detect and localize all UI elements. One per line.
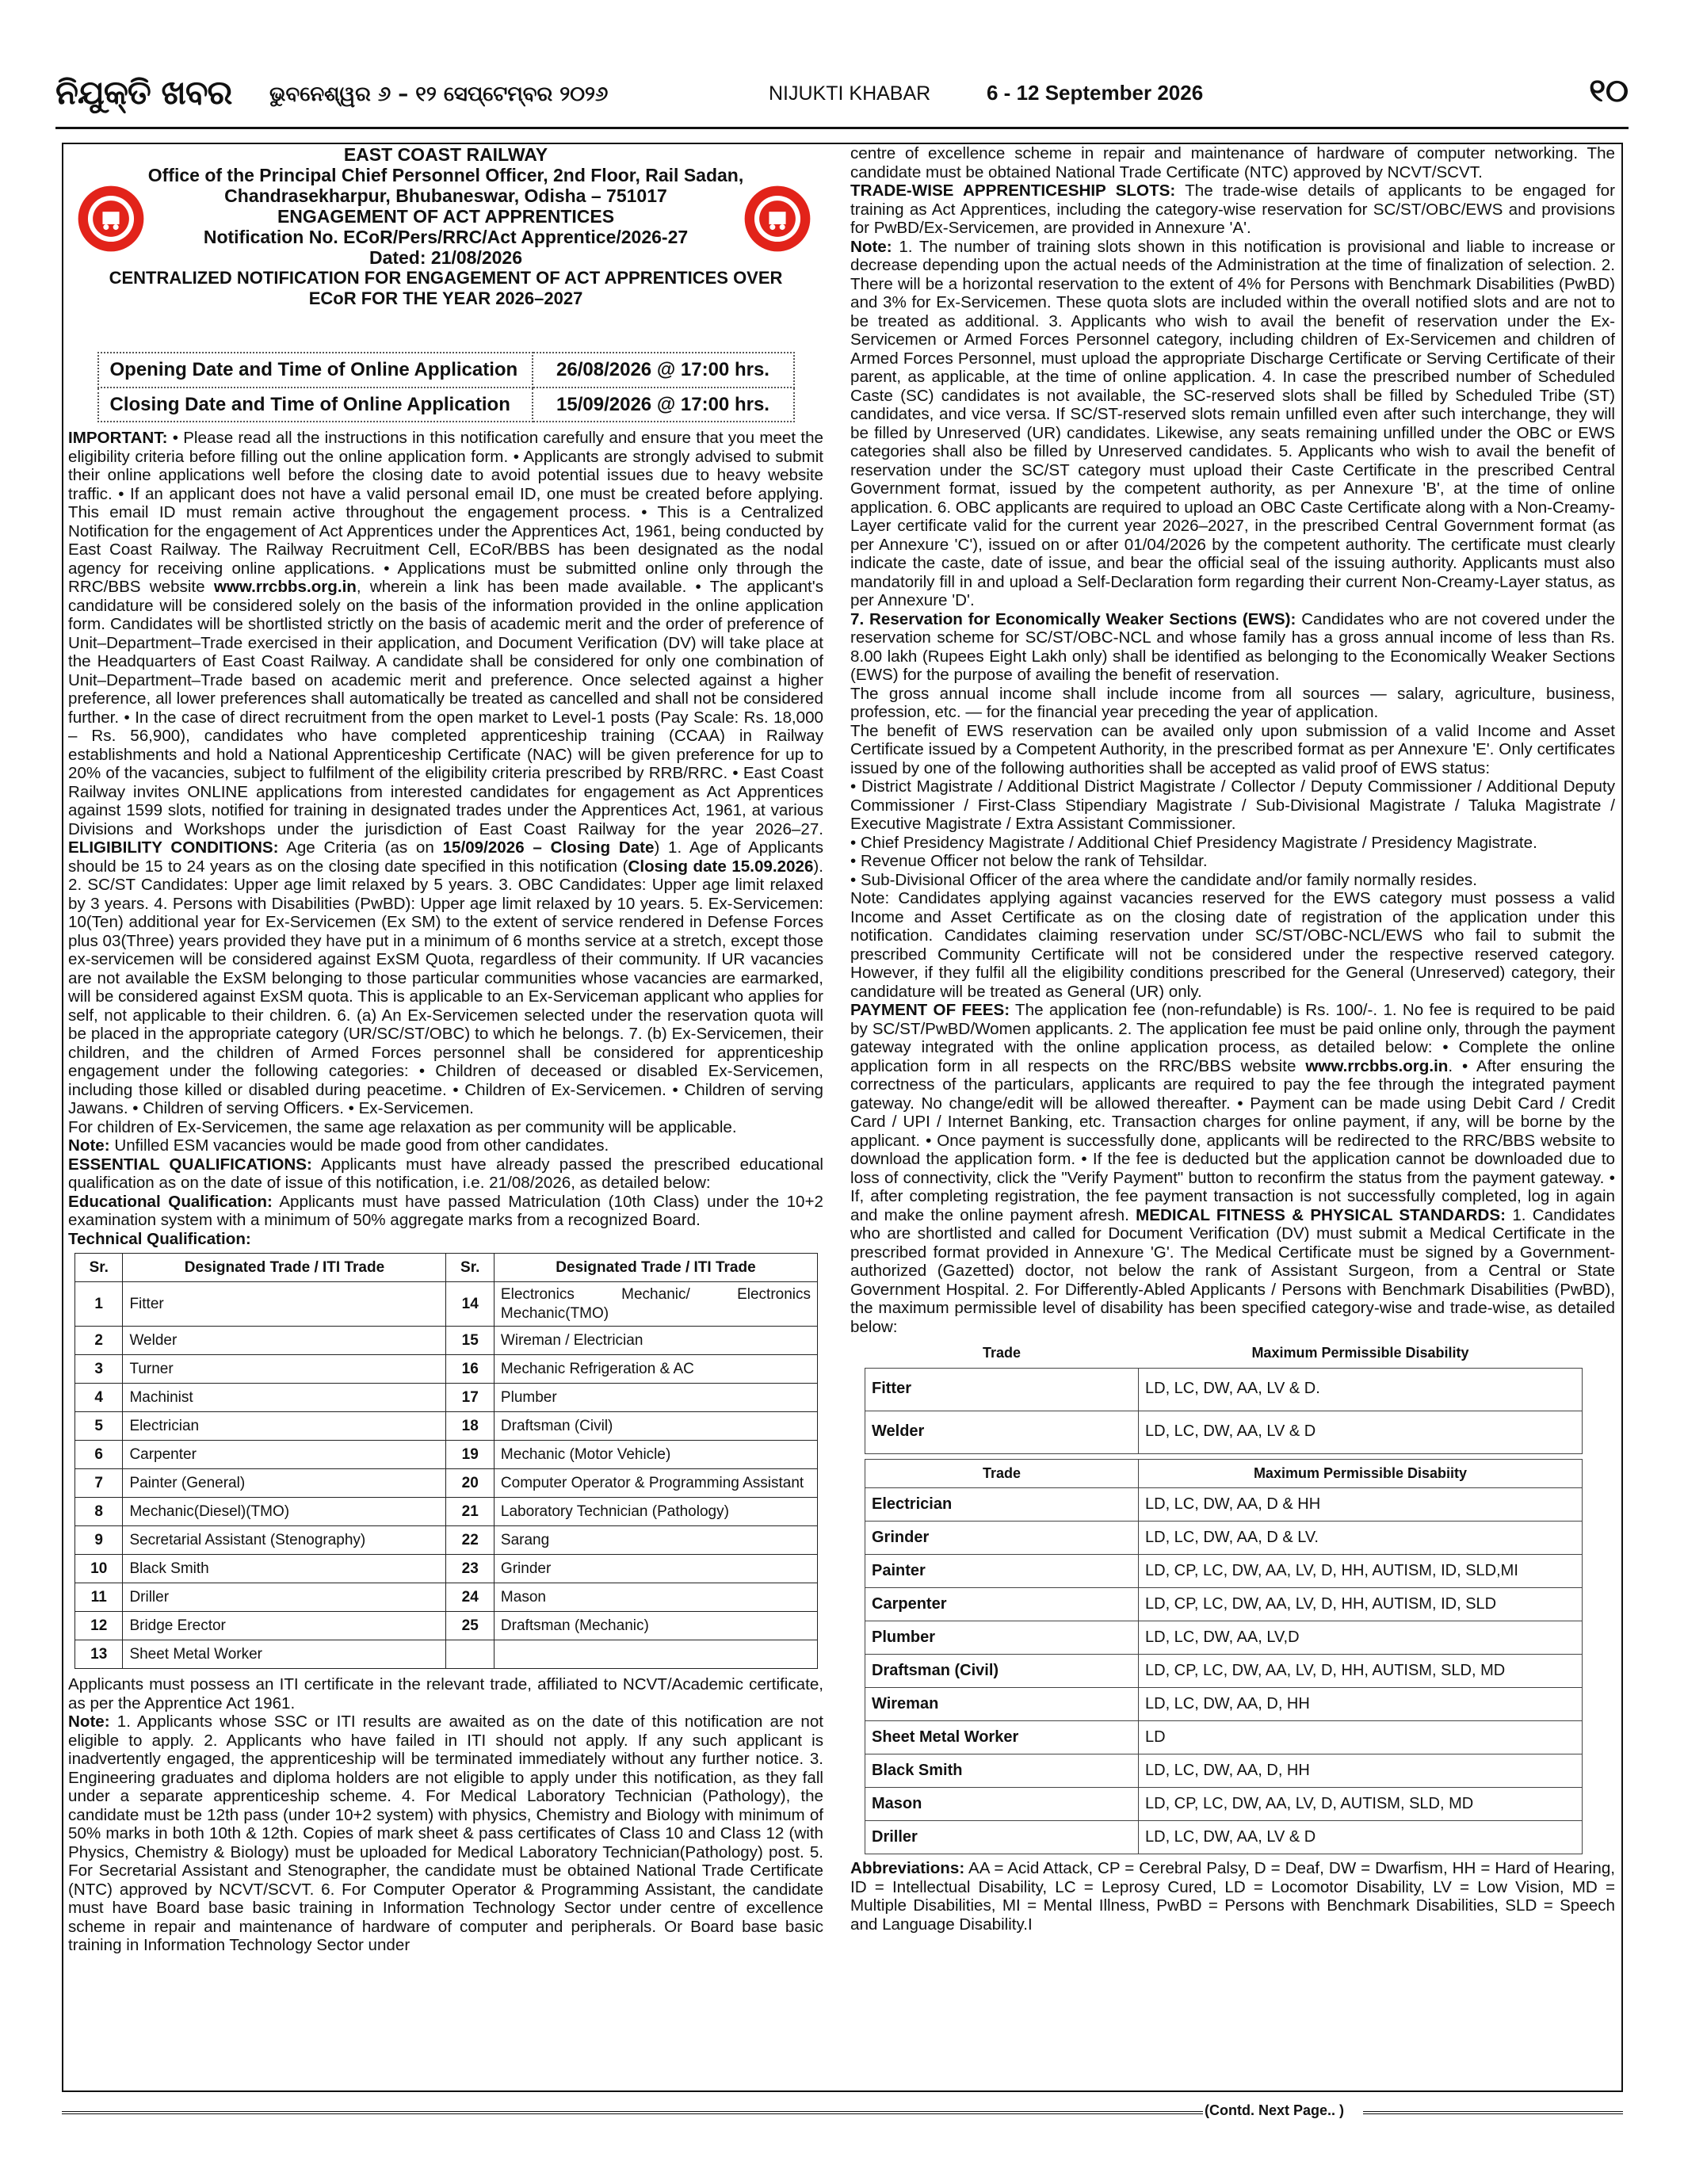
eligibility-closing: Closing date 15.09.2026	[628, 857, 814, 876]
trade-cell: Fitter	[865, 1368, 1139, 1411]
trade-cell: Turner	[123, 1355, 446, 1384]
table-row	[865, 1555, 1583, 1588]
serial-cell: 5	[75, 1412, 123, 1441]
table-row	[865, 1721, 1583, 1754]
serial-cell: 13	[75, 1640, 123, 1669]
trade-cell: Driller	[123, 1583, 446, 1612]
essential-qualifications	[68, 1155, 823, 1193]
important-paragraph	[68, 429, 823, 1118]
trade-cell: Electronics Mechanic/ Electronics Mechanic(TMO)	[494, 1282, 817, 1327]
essential-text: Applicants must have already passed the prescribed educational qualification as on the date of issue of this notification, i.e. 21/08/2026, as detailed below:	[68, 1155, 823, 1192]
trade-cell: Secretarial Assistant (Stenography)	[123, 1526, 446, 1555]
footer-rule	[62, 2111, 1203, 2114]
abbreviations-text: AA = Acid Attack, CP = Cerebral Palsy, D = Deaf, DW = Dwarfism, HH = Hard of Hearing, ID = Intellectual Disability, LC = Leprosy Cured, LD = Locomotor Disability, LV = Low Vision, MD = Multiple Disabilities, MI = Mental Illness, PwBD = Persons with Benchmark Disabilities, SLD = Speech and Language Disability.I	[850, 1859, 1615, 1934]
trade-cell: Grinder	[494, 1555, 817, 1583]
table-row	[865, 1411, 1583, 1453]
column-header-trade: Trade	[865, 1339, 1139, 1368]
trade-cell: Wireman / Electrician	[494, 1327, 817, 1355]
table-row	[865, 1368, 1583, 1411]
table-row	[75, 1612, 818, 1640]
trade-cell: Mason	[494, 1583, 817, 1612]
column-header-trade: Designated Trade / ITI Trade	[494, 1254, 817, 1282]
serial-cell: 3	[75, 1355, 123, 1384]
office-address: Chandrasekharpur, Bhubaneswar, Odisha – 751017	[224, 185, 667, 206]
medical-heading: MEDICAL FITNESS & PHYSICAL STANDARDS:	[1136, 1205, 1506, 1224]
table-row	[75, 1355, 818, 1384]
trade-cell: Electrician	[123, 1412, 446, 1441]
trade-cell: Wireman	[865, 1688, 1139, 1721]
trade-cell: Draftsman (Mechanic)	[494, 1612, 817, 1640]
table-row	[98, 353, 794, 388]
eligibility-age: Age Criteria (as on	[278, 838, 443, 857]
footer-rule	[1363, 2111, 1623, 2114]
technical-heading: Technical Qualification:	[68, 1229, 251, 1248]
table-header-row	[75, 1254, 818, 1282]
eligibility-age-date: 15/09/2026 – Closing Date	[442, 838, 655, 857]
trade-cell: Grinder	[865, 1522, 1139, 1555]
table-row	[865, 1522, 1583, 1555]
table-header-row	[865, 1339, 1583, 1368]
serial-cell: 6	[75, 1441, 123, 1469]
serial-cell: 12	[75, 1612, 123, 1640]
serial-cell: 18	[446, 1412, 494, 1441]
disability-cell: LD, LC, DW, AA, LV & D	[1139, 1411, 1583, 1453]
serial-cell: 8	[75, 1498, 123, 1526]
eligibility-heading: ELIGIBILITY CONDITIONS:	[68, 838, 279, 857]
fees-paragraph	[850, 1001, 1615, 1336]
educational-qualification	[68, 1193, 823, 1230]
disability-cell: LD, LC, DW, AA, D, HH	[1139, 1688, 1583, 1721]
note-heading: Note:	[68, 1136, 110, 1155]
table-header-row	[865, 1459, 1583, 1488]
english-date: 6 - 12 September 2026	[987, 81, 1204, 105]
important-text-2: , wherein a link has been made available. • The applicant's candidature will be considered solely on the basis of the information provided in the online application form. Candidates will be shortlisted strictly on the basis of academic merit and the order of preference of Unit–Department–Trade exercised in their application, and Document Verification (DV) will take place at the Headquarters of East Coast Railway. A candidate shall be considered for only one combination of Unit–Department–Trade based on academic merit and preference. Once selected against a higher preference, all lower preferences shall automatically be treated as cancelled and shall not be considered further. • In the case of direct recruitment from the open market to Level-1 posts (Pay Scale: Rs. 18,000 – Rs. 56,900), candidates who have completed apprenticeship training (CCAA) in Railway establishments and hold a National Apprenticeship Certificate (NAC) will be given preference for up to 20% of the vacancies, subject to fulfilment of the eligibility criteria prescribed by RRB/RRC. • East Coast Railway invites ONLINE applications from interested candidates for engagement as Act Apprentices against 1599 slots, notified for training in designated trades under the Apprentices Act, 1961, at various Divisions and Workshops under the jurisdiction of East Coast Railway for the year 2026–27.	[68, 578, 823, 838]
notice-title-block	[68, 144, 823, 344]
table-row	[75, 1282, 818, 1327]
website-link[interactable]: www.rrcbbs.org.in	[213, 578, 357, 596]
trade-cell: Welder	[123, 1327, 446, 1355]
serial-cell: 7	[75, 1469, 123, 1498]
trade-cell: Welder	[865, 1411, 1139, 1453]
column-header-sr: Sr.	[75, 1254, 123, 1282]
left-column	[68, 144, 823, 1955]
list-item: • Sub-Divisional Officer of the area where the candidate and/or family normally resides.	[850, 870, 1477, 889]
continued-text: centre of excellence scheme in repair and maintenance of hardware of computer networking. The candidate must be obtained National Trade Certificate (NTC) approved by NCVT/SCVT.	[850, 144, 1615, 181]
serial-cell: 9	[75, 1526, 123, 1555]
trade-cell: Carpenter	[865, 1588, 1139, 1621]
table-row	[865, 1688, 1583, 1721]
serial-cell: 1	[75, 1282, 123, 1327]
serial-cell: 22	[446, 1526, 494, 1555]
odia-date: ଭୁବନେଶ୍ୱର ୬ – ୧୨ ସେପ୍ଟେମ୍ବର ୨୦୨୬	[269, 82, 609, 106]
serial-cell: 16	[446, 1355, 494, 1384]
trade-cell: Machinist	[123, 1384, 446, 1412]
disability-cell: LD, LC, DW, AA, LV & D.	[1139, 1368, 1583, 1411]
engagement-title: ENGAGEMENT OF ACT APPRENTICES	[277, 206, 615, 227]
table-row	[98, 388, 794, 422]
serial-cell: 25	[446, 1612, 494, 1640]
table-row	[75, 1555, 818, 1583]
list-item: • District Magistrate / Additional District Magistrate / Collector / Deputy Commissioner / Additional Deputy Commissioner / First-Class Stipendiary Magistrate / Sub-Divisional Magistrate / Taluka Magistrate / Executive Magistrate / Extra Assistant Commissioner.	[850, 777, 1615, 833]
opening-date-label: Opening Date and Time of Online Application	[98, 353, 533, 388]
trade-cell: Mechanic Refrigeration & AC	[494, 1355, 817, 1384]
centralized-title-1: CENTRALIZED NOTIFICATION FOR ENGAGEMENT OF ACT APPRENTICES OVER	[109, 268, 783, 288]
disability-cell: LD, LC, DW, AA, D, HH	[1139, 1754, 1583, 1788]
table-row	[865, 1788, 1583, 1821]
column-header-max: Maximum Permissible Disabiity	[1139, 1459, 1583, 1488]
ews-note: Note: Candidates applying against vacancies reserved for the EWS category must possess a valid Income and Asset Certificate as on the closing date of registration of the application under this notification. Candidates claiming reservation under SC/ST/OBC-NCL/EWS who fail to submit the prescribed Community Certificate will not be considered under the respective reserved category. However, if they fulfil all the eligibility conditions prescribed for the General (Unreserved) category, their candidature will be treated as General (UR) only.	[850, 889, 1615, 1001]
children-relaxation: For children of Ex-Servicemen, the same age relaxation as per community will be applicable.	[68, 1117, 737, 1136]
serial-cell: 19	[446, 1441, 494, 1469]
list-item: • Revenue Officer not below the rank of Tehsildar.	[850, 852, 1208, 870]
abbreviations	[850, 1859, 1615, 1934]
notification-date: Dated: 21/08/2026	[368, 247, 523, 268]
trade-cell: Carpenter	[123, 1441, 446, 1469]
trade-cell: Draftsman (Civil)	[865, 1655, 1139, 1688]
trade-cell: Sarang	[494, 1526, 817, 1555]
esm-note	[68, 1136, 823, 1155]
disability-cell: LD, LC, DW, AA, LV,D	[1139, 1621, 1583, 1655]
educational-heading: Educational Qualification:	[68, 1192, 273, 1211]
ews-heading: 7. Reservation for Economically Weaker Sections (EWS):	[850, 609, 1296, 628]
page-header	[55, 73, 1629, 120]
table-row	[75, 1441, 818, 1469]
trade-cell: Draftsman (Civil)	[494, 1412, 817, 1441]
page-number: ୧୦	[1589, 73, 1629, 109]
column-header-max: Maximum Permissible Disability	[1139, 1339, 1583, 1368]
table-row	[865, 1754, 1583, 1788]
railway-emblem-icon	[76, 184, 146, 254]
trade-cell: Fitter	[123, 1282, 446, 1327]
disability-table-2-body	[865, 1488, 1583, 1854]
trade-cell: Sheet Metal Worker	[123, 1640, 446, 1669]
trade-cell: Electrician	[865, 1488, 1139, 1522]
notification-number: Notification No. ECoR/Pers/RRC/Act Apprentice/2026-27	[203, 227, 689, 247]
trade-cell: Painter (General)	[123, 1469, 446, 1498]
serial-cell: 17	[446, 1384, 494, 1412]
note-text: 1. The number of training slots shown in this notification is provisional and liable to increase or decrease depending upon the actual needs of the Administration at the time of finalization of selection. 2. There will be a horizontal reservation to the extent of 4% for Persons with Benchmark Disabilities (PwBD) and 3% for Ex-Servicemen. These quota slots are included within the overall notified slots and are not to be treated as additional. 3. Applicants who wish to avail the benefit of reservation under the Ex-Servicemen or Armed Forces Personnel category, including children of Ex-Servicemen and children of Armed Forces Personnel, must upload the appropriate Discharge Certificate or Serving Certificate of their parent, as applicable, at the time of online application. 4. In case the prescribed number of Scheduled Caste (SC) candidates is not available, the SC-reserved slots shall be filled by Scheduled Tribe (ST) candidates, and vice versa. If SC/ST-reserved slots remain unfilled even after such interchange, they will be filled by Unreserved (UR) candidates. Likewise, any seats remaining unfilled under the OBC or EWS categories shall also be filled by Unreserved candidates. 5. Applicants who wish to avail the benefit of reservation under the SC/ST category must upload their Caste Certificate in the prescribed Central Government format, issued by the competent authority, as per Annexure 'B', at the time of online application. 6. OBC applicants are required to upload an OBC Caste Certificate along with a Non-Creamy-Layer certificate valid for the current year 2026–2027, in the prescribed Central Government format (as per Annexure 'C'), issued on or after 01/04/2026 by the competent authority. The certificate must clearly indicate the caste, date of issue, and bear the official seal of the issuing authority. Applicants must also mandatorily fill in and upload a Self-Declaration form regarding their current Non-Creamy-Layer status, as per Annexure 'D'.	[850, 237, 1615, 609]
serial-cell: 15	[446, 1327, 494, 1355]
org-name: EAST COAST RAILWAY	[343, 144, 548, 165]
serial-cell: 20	[446, 1469, 494, 1498]
serial-cell: 10	[75, 1555, 123, 1583]
table-row	[75, 1327, 818, 1355]
ews-income: The gross annual income shall include income from all sources — salary, agriculture, business, profession, etc. — for the financial year preceding the year of application.	[850, 684, 1615, 721]
opening-date-value: 26/08/2026 @ 17:00 hrs.	[533, 353, 794, 388]
trade-cell: Bridge Erector	[123, 1612, 446, 1640]
ews-paragraph	[850, 610, 1615, 685]
right-column	[850, 144, 1615, 1934]
application-dates-table	[97, 352, 795, 422]
trade-cell	[494, 1640, 817, 1669]
column-header-trade: Trade	[865, 1459, 1139, 1488]
header-rule	[55, 127, 1629, 129]
note-text: Unfilled ESM vacancies would be made good from other candidates.	[109, 1136, 609, 1155]
eligibility-text-2: ). 2. SC/ST Candidates: Upper age limit relaxed by 5 years. 3. OBC Candidates: Upper age limit relaxed by 3 years. 4. Persons with Disabilities (PwBD): Upper age limit relaxed by 10 years. 5. Ex-Servicemen: 10(Ten) additional year for Ex-Servicemen (Ex SM) to the extent of service rendered in Defense Forces plus 03(Three) years provided they have put in a minimum of 6 months service at a stretch, except those ex-servicemen will be considered against ExSM Quota, regardless of their community. If UR vacancies are not available the ExSM belonging to those particular communities whose vacancies are earmarked, will be considered against ExSM quota. This is applicable to an Ex-Serviceman applicant who applies for self, not applicable to their children. 6. (a) An Ex-Servicemen selected under the reservation quota will be placed in the appropriate category (UR/SC/ST/OBC) to which he belongs. 7. (b) Ex-Servicemen, their children, and the children of Armed Forces personnel shall be considered for apprenticeship engagement under the following categories: • Children of deceased or disabled Ex-Servicemen, including those killed or disabled during peacetime. • Children of Ex-Servicemen. • Children of serving Jawans. • Children of serving Officers. • Ex-Servicemen.	[68, 857, 823, 1117]
disability-table-1-body	[865, 1368, 1583, 1453]
list-item: • Chief Presidency Magistrate / Additional Chief Presidency Magistrate / Presidency Magistrate.	[850, 833, 1537, 852]
table-row	[75, 1412, 818, 1441]
website-link[interactable]: www.rrcbbs.org.in	[1305, 1056, 1449, 1075]
table-row	[865, 1488, 1583, 1522]
table-row	[75, 1469, 818, 1498]
note-text: 1. Applicants whose SSC or ITI results are awaited as on the date of this notification are not eligible to apply. 2. Applicants who have failed in ITI should not apply. If any such applicant is inadvertently engaged, the apprenticeship will be terminated immediately without any further notice. 3. Engineering graduates and diploma holders are not eligible to apply under this notification, as they fall under a separate apprenticeship scheme. 4. For Medical Laboratory Technician (Pathology), the candidate must be 12th pass (under 10+2 system) with physics, Chemistry and Biology with minimum of 50% marks in both 10th & 12th. Copies of mark sheet & pass certificates of Class 10 and Class 12 (with Physics, Chemistry & Biology) must be uploaded for Medical Laboratory Technician(Pathology) post. 5. For Secretarial Assistant and Stenographer, the candidate must be obtained National Trade Certificate (NTC) approved by NCVT/SCVT. 6. For Computer Operator & Programming Assistant, the candidate must have Board base basic training in Information Technology Sector under centre of excellence scheme in repair and maintenance of hardware of computer and peripherals. Or Board base basic training in Information Technology Sector under	[68, 1712, 823, 1954]
medical-text: 1. Candidates who are shortlisted and called for Document Verification (DV) must submit a Medical Certificate in the prescribed format provided in Annexure 'G'. The Medical Certificate must be signed by a Government-authorized (Gazetted) doctor, not below the rank of Assistant Surgeon, from a Central or State Government Hospital. 2. For Differently-Abled Applicants / Persons with Benchmark Disabilities (PwBD), the maximum permissible level of disability has been specified category-wise and trade-wise, as detailed below:	[850, 1205, 1615, 1336]
educational-text: Applicants must have passed Matriculation (10th Class) under the 10+2 examination system with a minimum of 50% aggregate marks from a recognized Board.	[68, 1192, 823, 1229]
column-header-trade: Designated Trade / ITI Trade	[123, 1254, 446, 1282]
trade-cell: Mason	[865, 1788, 1139, 1821]
disability-cell: LD, CP, LC, DW, AA, LV, D, HH, AUTISM, ID, SLD,MI	[1139, 1555, 1583, 1588]
eligibility-text: ) 1. Age of Applicants should be 15 to 24 years as on the closing date specified in this notification (	[68, 838, 823, 876]
table-row	[865, 1821, 1583, 1854]
trade-cell: Plumber	[494, 1384, 817, 1412]
important-heading: IMPORTANT:	[68, 429, 168, 447]
essential-heading: ESSENTIAL QUALIFICATIONS:	[68, 1155, 312, 1174]
slots-note	[850, 238, 1615, 610]
table-row	[75, 1384, 818, 1412]
ews-certificate: The benefit of EWS reservation can be availed only upon submission of a valid Income and Asset Certificate issued by a Competent Authority, in the prescribed format as per Annexure 'E'. Only certificates issued by one of the following authorities shall be accepted as valid proof of EWS status:	[850, 721, 1615, 777]
disability-table-1	[865, 1339, 1583, 1454]
continued-label: (Contd. Next Page.. )	[1205, 2102, 1345, 2118]
fees-text-2: . • After ensuring the correctness of the particulars, applicants are required to pay the fee through the integrated payment gateway. No change/edit will be allowed thereafter. • Payment can be made using Debit Card / Credit Card / UPI / Internet Banking, etc. Transaction charges for online payment, if any, will be borne by the applicant. • Once payment is successfully done, applicants will be redirected to the RRC/BBS website to download the application form. • If the fee is deducted but the application cannot be downloaded due to loss of connectivity, click the "Verify Payment" button to reconfirm the status from the payment gateway. • If, after completing registration, the fee payment transaction is not successfully completed, log in again and make the online payment afresh.	[850, 1056, 1616, 1224]
trade-table-body	[75, 1282, 818, 1669]
trade-cell: Black Smith	[865, 1754, 1139, 1788]
centralized-title-2: ECoR FOR THE YEAR 2026–2027	[308, 288, 583, 308]
slots-heading: TRADE-WISE APPRENTICESHIP SLOTS:	[850, 181, 1176, 200]
slots-paragraph	[850, 181, 1615, 238]
disability-cell: LD, CP, LC, DW, AA, LV, D, AUTISM, SLD, MD	[1139, 1788, 1583, 1821]
serial-cell: 23	[446, 1555, 494, 1583]
column-header-sr: Sr.	[446, 1254, 494, 1282]
table-row	[865, 1655, 1583, 1688]
masthead-logo: ନିଯୁକ୍ତି ଖବର	[55, 73, 232, 112]
serial-cell: 11	[75, 1583, 123, 1612]
serial-cell: 14	[446, 1282, 494, 1327]
ews-text: Candidates who are not covered under the reservation scheme for SC/ST/OBC-NCL and whose family has a gross annual income of less than Rs. 8.00 lakh (Rupees Eight Lakh only) shall be identified as belonging to the Economically Weaker Sections (EWS) for the purpose of availing the benefit of reservation.	[850, 609, 1615, 684]
technical-qualification	[68, 1230, 823, 1249]
fees-heading: PAYMENT OF FEES:	[850, 1001, 1010, 1019]
abbreviations-heading: Abbreviations:	[850, 1859, 965, 1877]
trade-cell: Computer Operator & Programming Assistant	[494, 1469, 817, 1498]
serial-cell: 2	[75, 1327, 123, 1355]
note-heading: Note:	[850, 237, 892, 256]
table-row	[865, 1588, 1583, 1621]
railway-emblem-icon	[743, 184, 812, 254]
disability-table-2	[865, 1459, 1583, 1855]
table-row	[75, 1526, 818, 1555]
trade-cell: Sheet Metal Worker	[865, 1721, 1139, 1754]
trade-table	[74, 1253, 818, 1669]
table-row	[75, 1640, 818, 1669]
trade-cell: Laboratory Technician (Pathology)	[494, 1498, 817, 1526]
qualification-note	[68, 1712, 823, 1955]
serial-cell	[446, 1640, 494, 1669]
serial-cell: 4	[75, 1384, 123, 1412]
slots-text: The trade-wise details of applicants to be engaged for training as Act Apprentices, including the category-wise reservation for SC/ST/OBC/EWS and provisions for PwBD/Ex-Servicemen, are provided in Annexure 'A'.	[850, 181, 1615, 237]
disability-cell: LD, LC, DW, AA, LV & D	[1139, 1821, 1583, 1854]
serial-cell: 24	[446, 1583, 494, 1612]
important-text: • Please read all the instructions in this notification carefully and ensure that you meet the eligibility criteria before filling out the online application form. • Applicants are strongly advised to submit their online applications well before the closing date to avoid potential issues due to heavy website traffic. • If an applicant does not have a valid personal email ID, one must be created before applying. This email ID must remain active throughout the engagement process. • This is a Centralized Notification for the engagement of Act Apprentices under the Apprentices Act, 1961, being conducted by East Coast Railway. The Railway Recruitment Cell, ECoR/BBS has been designated as the nodal agency for receiving online applications. • Applications must be submitted online only through the RRC/BBS website	[68, 429, 823, 596]
table-row	[865, 1621, 1583, 1655]
disability-cell: LD, CP, LC, DW, AA, LV, D, HH, AUTISM, SLD, MD	[1139, 1655, 1583, 1688]
fees-text: The application fee (non-refundable) is Rs. 100/-. 1. No fee is required to be paid by SC/ST/PwBD/Women applicants. 2. The application fee must be paid online only, through the payment gateway integrated with the online application process, as detailed below: • Complete the online application form in all respects on the RRC/BBS website	[850, 1001, 1616, 1075]
disability-cell: LD, CP, LC, DW, AA, LV, D, HH, AUTISM, ID, SLD	[1139, 1588, 1583, 1621]
iti-requirement: Applicants must possess an ITI certificate in the relevant trade, affiliated to NCVT/Academic certificate, as per the Apprentice Act 1961.	[68, 1675, 823, 1712]
disability-cell: LD	[1139, 1721, 1583, 1754]
serial-cell: 21	[446, 1498, 494, 1526]
notice-frame	[62, 143, 1623, 2092]
trade-cell: Painter	[865, 1555, 1139, 1588]
trade-cell: Mechanic (Motor Vehicle)	[494, 1441, 817, 1469]
trade-cell: Plumber	[865, 1621, 1139, 1655]
trade-cell: Driller	[865, 1821, 1139, 1854]
disability-cell: LD, LC, DW, AA, D & HH	[1139, 1488, 1583, 1522]
closing-date-label: Closing Date and Time of Online Application	[98, 388, 533, 422]
disability-cell: LD, LC, DW, AA, D & LV.	[1139, 1522, 1583, 1555]
table-row	[75, 1583, 818, 1612]
trade-cell: Black Smith	[123, 1555, 446, 1583]
closing-date-value: 15/09/2026 @ 17:00 hrs.	[533, 388, 794, 422]
table-row	[75, 1498, 818, 1526]
note-heading: Note:	[68, 1712, 110, 1731]
trade-cell: Mechanic(Diesel)(TMO)	[123, 1498, 446, 1526]
office-name: Office of the Principal Chief Personnel Officer, 2nd Floor, Rail Sadan,	[147, 165, 744, 185]
english-name: NIJUKTI KHABAR	[769, 82, 931, 105]
